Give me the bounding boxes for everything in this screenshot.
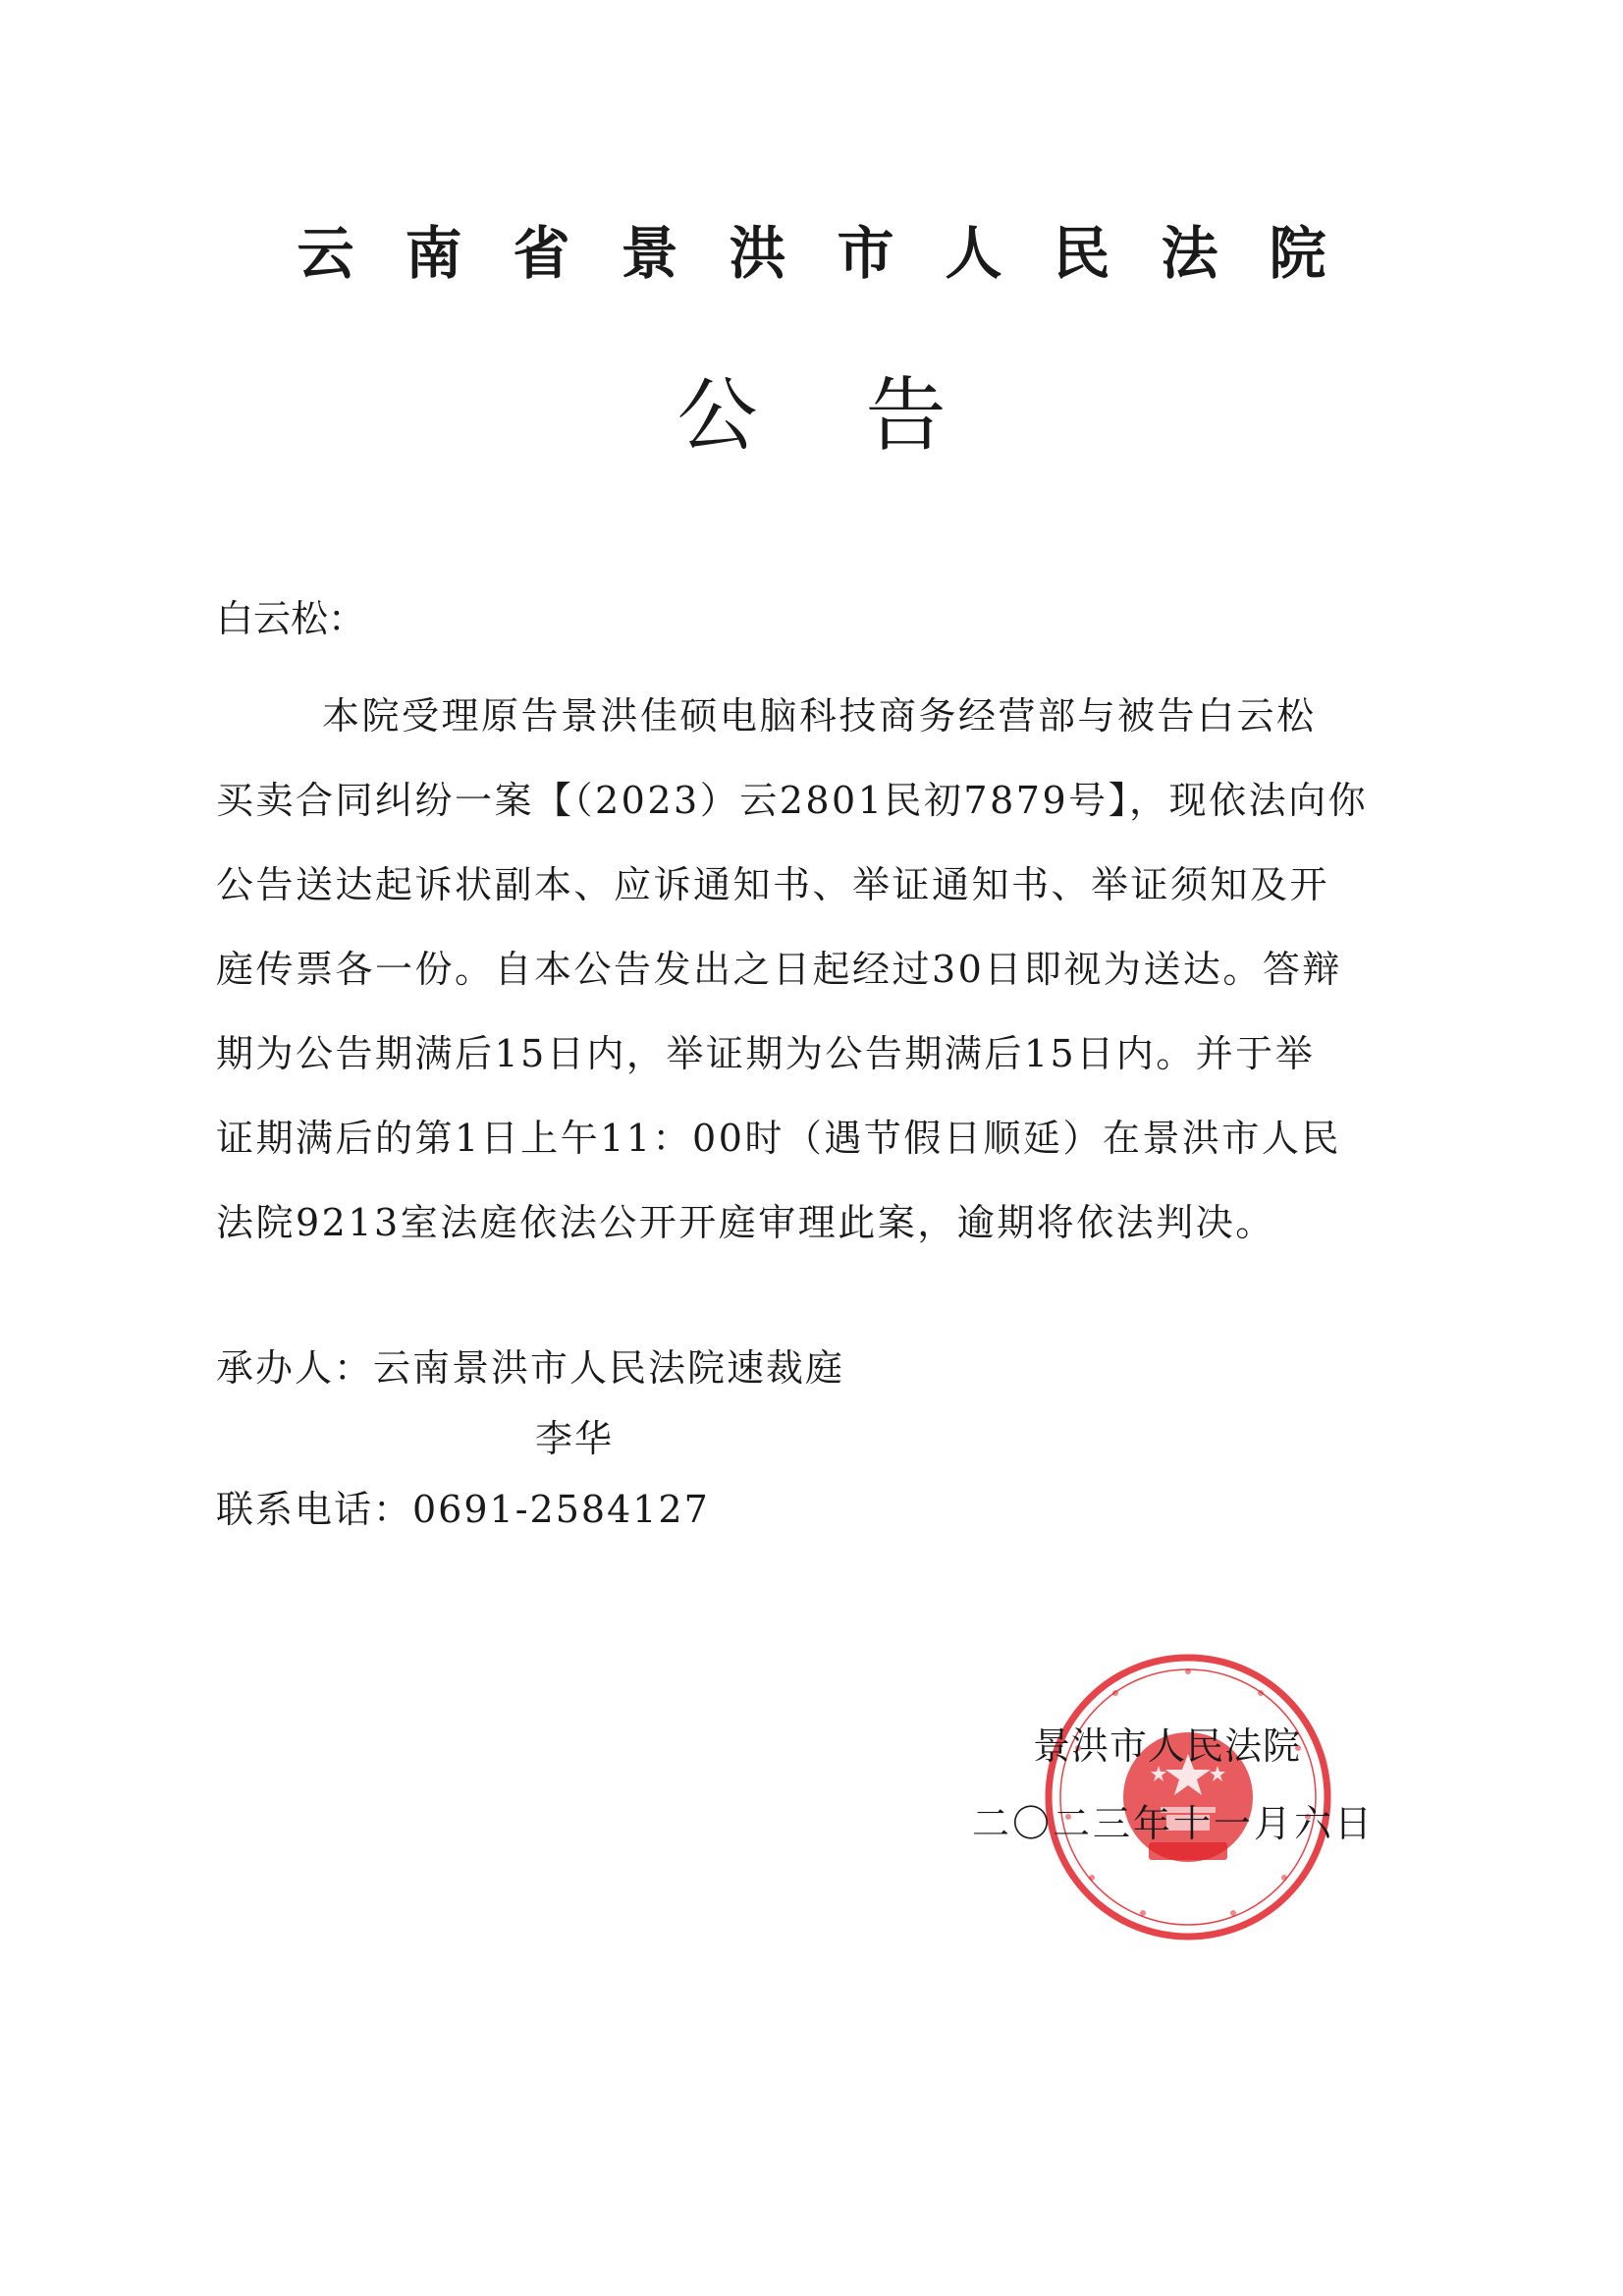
handler-name: 李华	[535, 1417, 615, 1460]
notice-line: 期为公告期满后15日内，举证期为公告期满后15日内。并于举	[216, 1032, 1316, 1075]
issuing-court: 景洪市人民法院	[1033, 1724, 1302, 1768]
issue-date: 二〇二三年十一月六日	[972, 1802, 1376, 1845]
document-title: 公告	[676, 369, 1055, 463]
handler-line: 承办人：云南景洪市人民法院速裁庭	[216, 1346, 845, 1390]
phone-line: 联系电话：0691-2584127	[216, 1488, 710, 1531]
notice-line: 公告送达起诉状副本、应诉通知书、举证通知书、举证须知及开	[216, 863, 1330, 906]
notice-line: 法院9213室法庭依法公开开庭审理此案，逾期将依法判决。	[216, 1201, 1275, 1244]
addressee: 白云松：	[216, 597, 366, 640]
contact-block	[216, 1333, 844, 1545]
notice-body	[216, 674, 1443, 1265]
notice-line: 买卖合同纠纷一案【（2023）云2801民初7879号】，现依法向你	[216, 779, 1369, 822]
notice-line: 本院受理原告景洪佳硕电脑科技商务经营部与被告白云松	[322, 694, 1317, 738]
court-name-heading: 云南省景洪市人民法院	[297, 220, 1378, 287]
notice-line: 证期满后的第1日上午11：00时（遇节假日顺延）在景洪市人民	[216, 1117, 1341, 1160]
notice-line: 庭传票各一份。自本公告发出之日起经过30日即视为送达。答辩	[216, 948, 1342, 991]
